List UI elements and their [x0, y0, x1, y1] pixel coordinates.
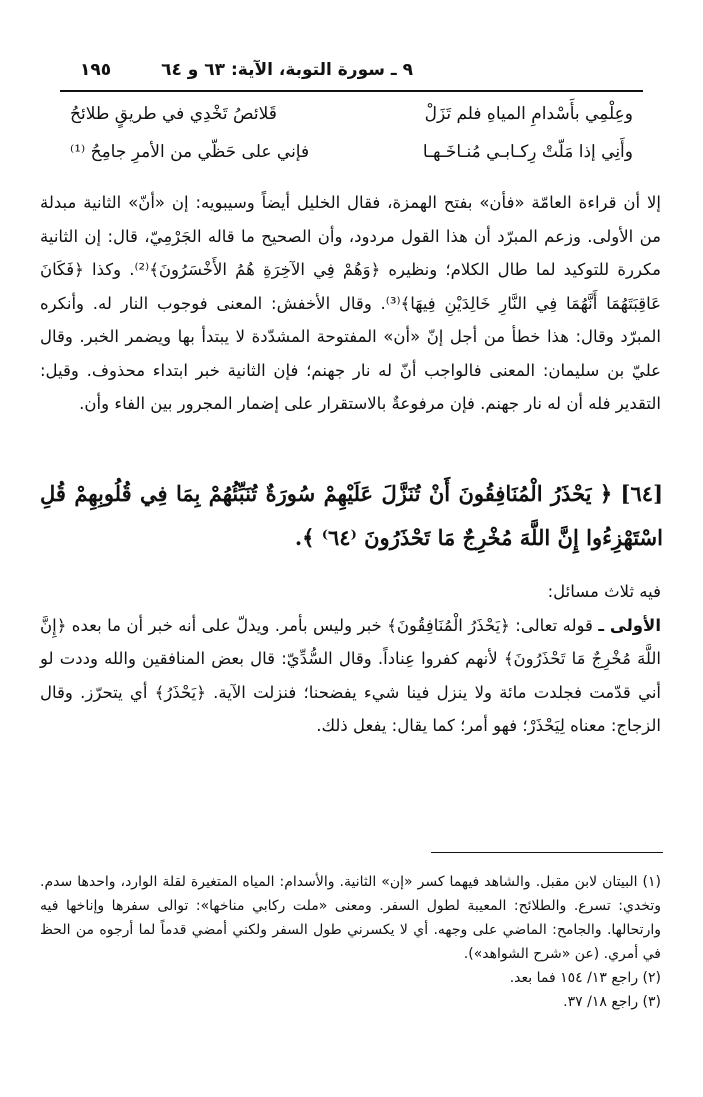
- paragraph-line: المجرور بين الفاء وأن.: [79, 394, 233, 413]
- issues-section: [40, 575, 661, 743]
- commentary-paragraph: [40, 186, 661, 421]
- footnotes: [40, 870, 661, 1014]
- paragraph-line: من الأولى. وزعم المبرّد أن هذا القول مردود، وأن الصحيح ما قاله الجَرْمِيّ، قال: إن: [84, 226, 661, 246]
- first-issue-label: الأولى ـ: [598, 615, 661, 635]
- chapter-title: ٩ ـ سورة التوبة، الآية: ٦٣ و ٦٤: [161, 60, 413, 80]
- paragraph-line: إلا أن قراءة العامّة «فأن» بفتح الهمزة، فقال الخليل أيضاً وسيبويه: إن «أنّ» الثانية مبدلة: [40, 193, 661, 212]
- verse-2-right-hemistich: وأَنِي إذا مَلّتْ رِكـابـي مُنـاخَـهـا: [422, 142, 633, 162]
- paragraph-line: ويضمر الخبر. وقال عليّ بن سليمان: المعنى فالواجب أنّ له نار جهنم؛ فإن الثانية خبر: [40, 327, 661, 380]
- verse-line-1: [70, 100, 633, 138]
- verse-line-2: [70, 138, 633, 176]
- first-issue-text: قوله تعالى: ﴿يَحْذَرُ الْمُنَافِقُونَ﴾ خبر وليس بأمر. ويدلّ على أنه خبر أن ما بعده ﴿إِنَّ اللَّهَ مُخْرِجٌ مَا تَحْذَرُونَ﴾ لأنهم كفروا عِناداً. وقال السُّدِّيّ: قال بعض المنافقين والله وددت لو أني قدّمت فجلدت مائة ولا ينزل فينا شيء يفضحنا؛ فنزلت الآية. ﴿يَحْذَرُ﴾ أي يتحرّز. وقال الزجاج: معناه لِيَحْذَرْ؛ فهو أمر؛ كما يقال: يفعل ذلك.: [40, 615, 661, 735]
- issues-heading: فيه ثلاث مسائل:: [547, 582, 661, 601]
- footnote-3: (٣) راجع ١٨/ ٣٧.: [563, 994, 661, 1010]
- paragraph-line: وكذا ﴿فَكَانَ عَاقِبَتَهُمَا أَنَّهُمَا فِي النَّارِ خَالِدَيْنِ فِيهَا﴾⁽³⁾. وقال الأخفش: المعنى فوجوب: [40, 260, 662, 313]
- quran-verse: [٦٤] ﴿ يَحْذَرُ الْمُنَافِقُونَ أَنْ تُنَزَّلَ عَلَيْهِمْ سُورَةٌ تُنَبِّئُهُمْ بِمَا فِي قُلُوبِهِمْ قُلِ اسْتَهْزِءُوا إِنَّ اللَّهَ مُخْرِجٌ مَا تَحْذَرُونَ ⁽٦٤⁾ ﴾.: [40, 481, 663, 550]
- running-header: [60, 58, 643, 88]
- verse-2-left-hemistich: فإني على حَظّي من الأمرِ جامِحُ ⁽¹⁾: [70, 142, 310, 162]
- header-rule: [60, 90, 643, 92]
- footnote-1: (١) البيتان لابن مقبل. والشاهد فيهما كسر «إن» الثانية. والأسدام: المياه المتغيرة لقلة الوارد، واحدها سدم. وتخدي: تسرع. والطلائح: المعيبة لطول السفر. ومعنى «ملت ركابي مناخها»: توالى سفرها وإناخها فيه وارتحالها. والجامح: الماضي على وجهه. أي لا يكسرني طول السفر ولكني أمضي قدماً لما أرجوه من الحظ في أمري. (عن «شرح الشواهد»).: [40, 874, 661, 962]
- verse-1-left-hemistich: قَلائصُ تَخْدِي في طريقٍ طلائحُ: [70, 104, 277, 124]
- poem-verses: [70, 100, 633, 180]
- paragraph-line: النار له. وأنكره المبرّد وقال: هذا خطأ من أجل إنّ «أن» المفتوحة المشدّدة لا يبتدأ بها: [40, 293, 661, 346]
- verse-1-right-hemistich: وعِلْمِي بأَسْدامِ المياهِ فلم تَزَلْ: [424, 104, 633, 124]
- paragraph-line: الثانية مكررة للتوكيد لما طال الكلام؛ ونظيره ﴿وَهُمْ فِي الآخِرَةِ هُمُ الأَخْسَرُونَ﴾⁽²⁾.: [40, 226, 661, 279]
- paragraph-line: ابتداء محذوف. وقيل: التقدير فله أن له نار جهنم. فإن مرفوعةٌ بالاستقرار على إضمار: [40, 360, 661, 413]
- footnote-rule: [431, 852, 663, 853]
- page-number: ١٩٥: [80, 60, 112, 80]
- footnote-2: (٢) راجع ١٣/ ١٥٤ فما بعد.: [509, 970, 661, 986]
